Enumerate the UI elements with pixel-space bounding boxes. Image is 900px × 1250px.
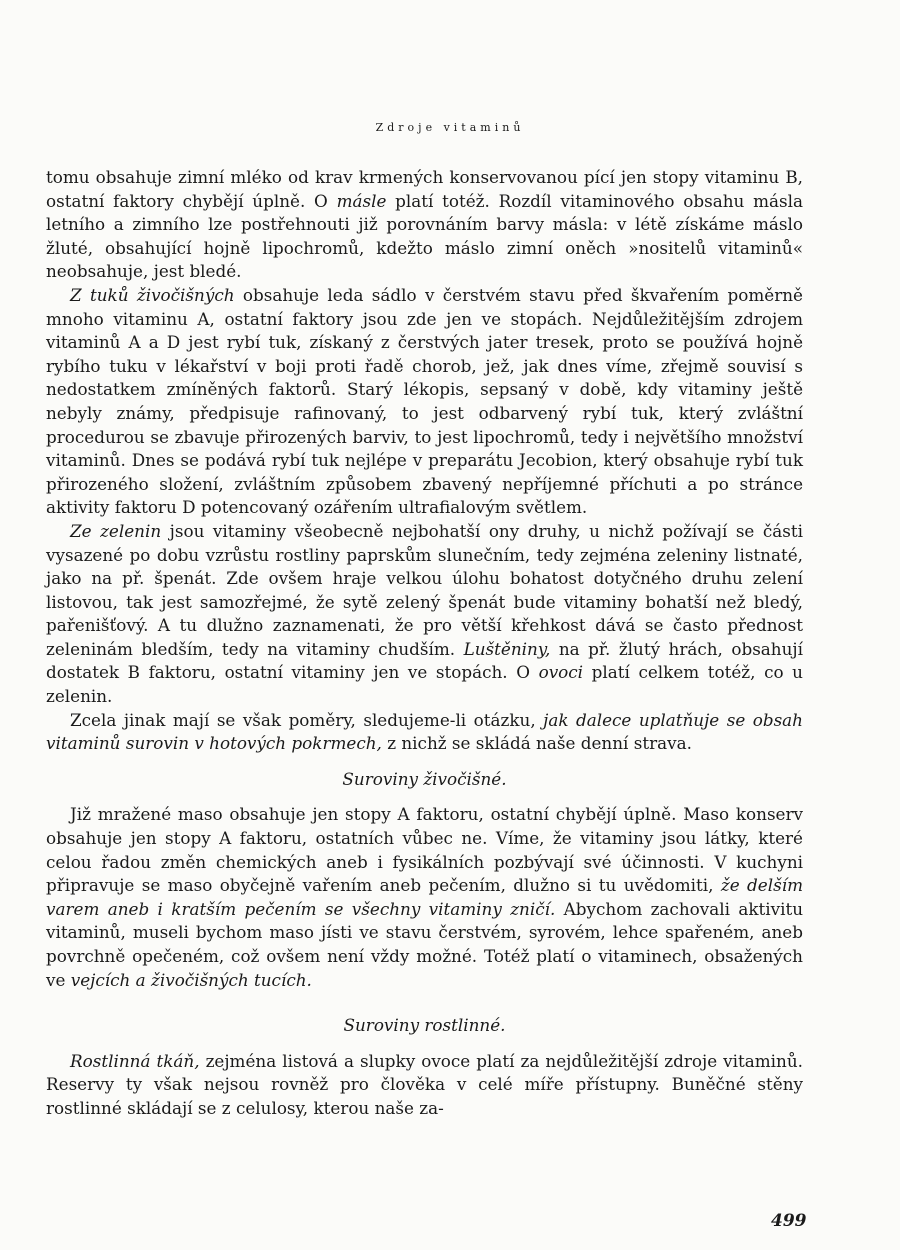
paragraph-6: Rostlinná tkáň, zejména listová a slupky ovoce platí za nejdůležitější zdroje vitaminů. Reservy ty však nejsou rovněž pro člověka v celé míře přístupny. Buněčné stěny rostlinné skládají se z celulosy, kterou naše za- bbox=[46, 1050, 803, 1118]
body-text bbox=[46, 166, 803, 1121]
running-head: Zdroje vitaminů bbox=[375, 121, 525, 134]
paragraph-5: Již mražené maso obsahuje jen stopy A faktoru, ostatní chybějí úplně. Maso konserv obsahuje jen stopy A faktoru, ostatních vůbec ne. Víme, že vitaminy jsou látky, které celou řadou změn chemických aneb i fysikálních pozbývají své účinnosti. V kuchyni připravuje se maso obyčejně vařením aneb pečením, dlužno si tu uvědomiti, že delším varem aneb i kratším pečením se všechny vitaminy zničí. Abychom zachovali aktivitu vitaminů, museli bychom maso jísti ve stavu čerstvém, syrovém, lehce spařeném, aneb povrchně opečeném, což ovšem není vždy možné. Totéž platí o vitaminech, obsažených ve vejcích a živočišných tucích. bbox=[46, 804, 804, 990]
paragraph-4: Zcela jinak mají se však poměry, sledujeme-li otázku, jak dalece uplatňuje se obsah vitaminů surovin v hotových pokrmech, z nichž se skládá naše denní strava. bbox=[46, 709, 803, 754]
paragraph-1: tomu obsahuje zimní mléko od krav krmených konservovanou pící jen stopy vitaminu B, ostatní faktory chybějí úplně. O másle platí totéž. Rozdíl vitaminového obsahu másla letního a zimního lze postřehnouti již porovnáním barvy másla: v létě získáme máslo žluté, obsahující hojně lipochromů, kdežto máslo zimní oněch »nositelů vitaminů« neobsahuje, jest bledé. bbox=[46, 167, 804, 282]
paragraph-2: Z tuků živočišných obsahuje leda sádlo v čerstvém stavu před škvařením poměrně mnoho vitaminu A, ostatní faktory jsou zde jen ve stopách. Nejdůležitějším zdrojem vitaminů A a D jest rybí tuk, získaný z čerstvých jater tresek, proto se používá hojně rybího tuku v lékařství v boji proti řadě chorob, jež, jak dnes víme, zřejmě souvisí s nedostatkem zmíněných faktorů. Starý lékopis, sepsaný v době, kdy vitaminy ještě nebyly známy, předpisuje rafinovaný, to jest odbarvený rybí tuk, který zvláštní procedurou se zbavuje přirozených barviv, to jest lipochromů, tedy i největšího množství vitaminů. Dnes se podává rybí tuk nejlépe v preparátu Jecobion, který obsahuje rybí tuk přirozeného složení, zvláštním způsobem zbavený nepříjemné příchuti a po stránce aktivity faktoru D potencovaný ozářením ultrafialovým světlem. bbox=[46, 284, 803, 518]
page-number: 499 bbox=[771, 1211, 807, 1231]
section-heading-animal-raw-materials: Suroviny živočišné. bbox=[342, 768, 507, 789]
paragraph-3: Ze zelenin jsou vitaminy všeobecně nejbohatší ony druhy, u nichž požívají se části vysazené po dobu vzrůstu rostliny paprskům slunečním, tedy zejména zeleniny listnaté, jako na př. špenát. Zde ovšem hraje velkou úlohu bohatost dotyčného druhu zelení listovou, tak jest samozřejmé, že sytě zelený špenát bude vitaminy bohatší než bledý, pařenišťový. A tu dlužno zaznamenati, že pro větší křehkost dává se často přednost zeleninám bledším, tedy na vitaminy chudším. Luštěniny, na př. žlutý hrách, obsahují dostatek B faktoru, ostatní vitaminy jen ve stopách. O ovoci platí celkem totéž, co u zelenin. bbox=[46, 520, 803, 707]
section-heading-plant-raw-materials: Suroviny rostlinné. bbox=[343, 1015, 506, 1036]
